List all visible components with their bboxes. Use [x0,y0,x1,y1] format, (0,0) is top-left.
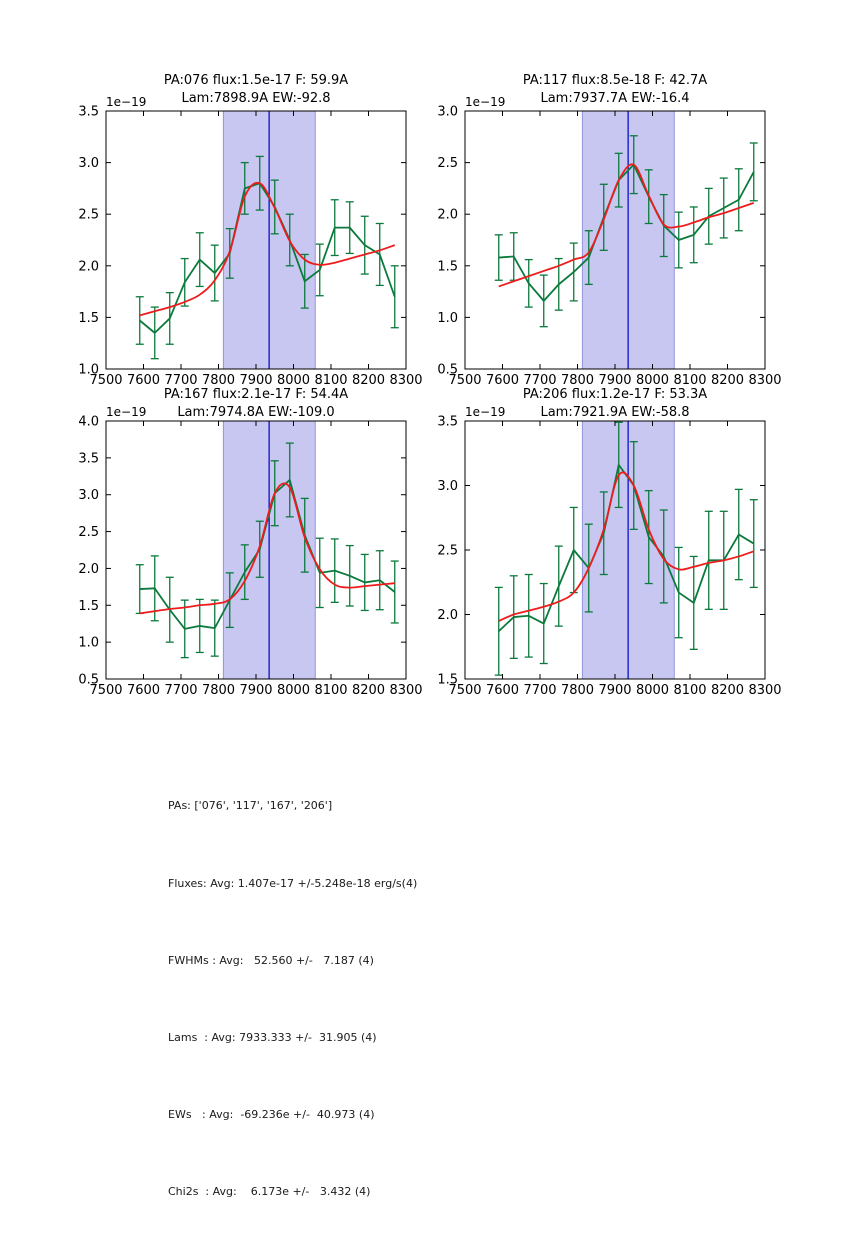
fit-summary-block [168,742,417,1256]
x-tick-label: 7600 [485,373,520,388]
y-tick-label: 0.5 [437,362,458,378]
x-tick-label: 8300 [389,683,423,698]
y-tick-label: 2.0 [437,207,458,223]
summary-chi2s-line: Chi2s : Avg: 6.173e +/- 3.432 (4) [168,1184,371,1198]
subplot-title-line2: Lam:7898.9A EW:-92.8 [181,91,331,106]
x-tick-label: 8300 [389,373,423,388]
summary-fluxes-line: Fluxes: Avg: 1.407e-17 +/-5.248e-18 erg/s(4) [168,876,418,890]
x-tick-label: 7800 [201,373,236,388]
subplot-title-line1: PA:206 flux:1.2e-17 F: 53.3A [522,387,708,402]
x-tick-label: 8100 [314,683,348,698]
subplot-title-line1: PA:076 flux:1.5e-17 F: 59.9A [163,73,349,88]
x-tick-label: 8300 [748,683,782,698]
y-tick-label: 3.0 [437,104,458,120]
y-tick-label: 1.5 [78,598,99,614]
x-tick-label: 7900 [598,373,632,388]
subplot-canvas-pa167 [56,405,426,701]
y-tick-label: 1.5 [437,259,458,275]
x-tick-label: 8200 [351,373,386,388]
x-tick-label: 8100 [314,373,348,388]
y-tick-label: 3.0 [78,156,99,172]
x-tick-label: 8200 [351,683,386,698]
subplot-title-line1: PA:117 flux:8.5e-18 F: 42.7A [522,73,708,88]
y-tick-label: 1.5 [437,672,458,688]
summary-lams-line: Lams : Avg: 7933.333 +/- 31.905 (4) [168,1030,377,1044]
subplot-title-line1: PA:167 flux:2.1e-17 F: 54.4A [163,387,349,402]
x-tick-label: 7800 [201,683,236,698]
x-tick-label: 7700 [523,683,557,698]
x-tick-label: 8000 [635,683,670,698]
y-tick-label: 2.0 [78,561,99,577]
y-axis-offset-label: 1e−19 [465,95,506,109]
y-tick-label: 1.0 [78,362,99,378]
y-tick-label: 2.0 [437,608,458,623]
x-tick-label: 7500 [448,373,482,388]
x-tick-label: 8200 [710,683,745,698]
y-tick-label: 3.0 [78,488,99,504]
x-tick-label: 7600 [126,373,161,388]
x-tick-label: 8100 [673,683,707,698]
y-tick-label: 1.0 [437,310,458,326]
subplot-canvas-pa117 [415,95,785,391]
subplot-title-line2: Lam:7937.7A EW:-16.4 [540,91,690,106]
y-axis-offset-label: 1e−19 [106,95,147,109]
y-tick-label: 3.5 [78,104,99,120]
y-tick-label: 2.0 [78,259,99,275]
x-tick-label: 7500 [448,683,482,698]
x-tick-label: 7800 [560,683,595,698]
x-tick-label: 7700 [164,683,198,698]
summary-fwhms-line: FWHMs : Avg: 52.560 +/- 7.187 (4) [168,953,374,967]
x-tick-label: 8200 [710,373,745,388]
summary-pas-line: PAs: ['076', '117', '167', '206'] [168,799,333,813]
y-tick-label: 1.0 [78,635,99,651]
x-tick-label: 7500 [89,373,123,388]
x-tick-label: 8000 [635,373,670,388]
subplot-title-line2: Lam:7921.9A EW:-58.8 [540,405,690,420]
y-tick-label: 0.5 [78,672,99,688]
x-tick-label: 8000 [276,373,311,388]
x-tick-label: 7700 [164,373,198,388]
x-tick-label: 8000 [276,683,311,698]
x-tick-label: 8300 [748,373,782,388]
y-tick-label: 3.5 [437,414,458,430]
subplot-title-line2: Lam:7974.8A EW:-109.0 [177,405,335,420]
summary-ews-line: EWs : Avg: -69.236e +/- 40.973 (4) [168,1107,375,1121]
x-tick-label: 7900 [239,373,273,388]
x-tick-label: 7700 [523,373,557,388]
y-tick-label: 2.5 [437,156,458,172]
y-tick-label: 2.5 [437,543,458,559]
x-tick-label: 8100 [673,373,707,388]
y-axis-offset-label: 1e−19 [106,405,147,419]
y-tick-label: 3.5 [78,451,99,467]
y-axis-offset-label: 1e−19 [465,405,506,419]
y-tick-label: 2.5 [78,207,99,223]
x-tick-label: 7500 [89,683,123,698]
y-tick-label: 2.5 [78,525,99,541]
y-tick-label: 1.5 [78,310,99,326]
x-tick-label: 7600 [485,683,520,698]
x-tick-label: 7900 [598,683,632,698]
subplot-canvas-pa206 [415,405,785,701]
subplot-canvas-pa076 [56,95,426,391]
y-tick-label: 3.0 [437,479,458,494]
x-tick-label: 7800 [560,373,595,388]
y-tick-label: 4.0 [78,414,99,430]
x-tick-label: 7600 [126,683,161,698]
x-tick-label: 7900 [239,683,273,698]
